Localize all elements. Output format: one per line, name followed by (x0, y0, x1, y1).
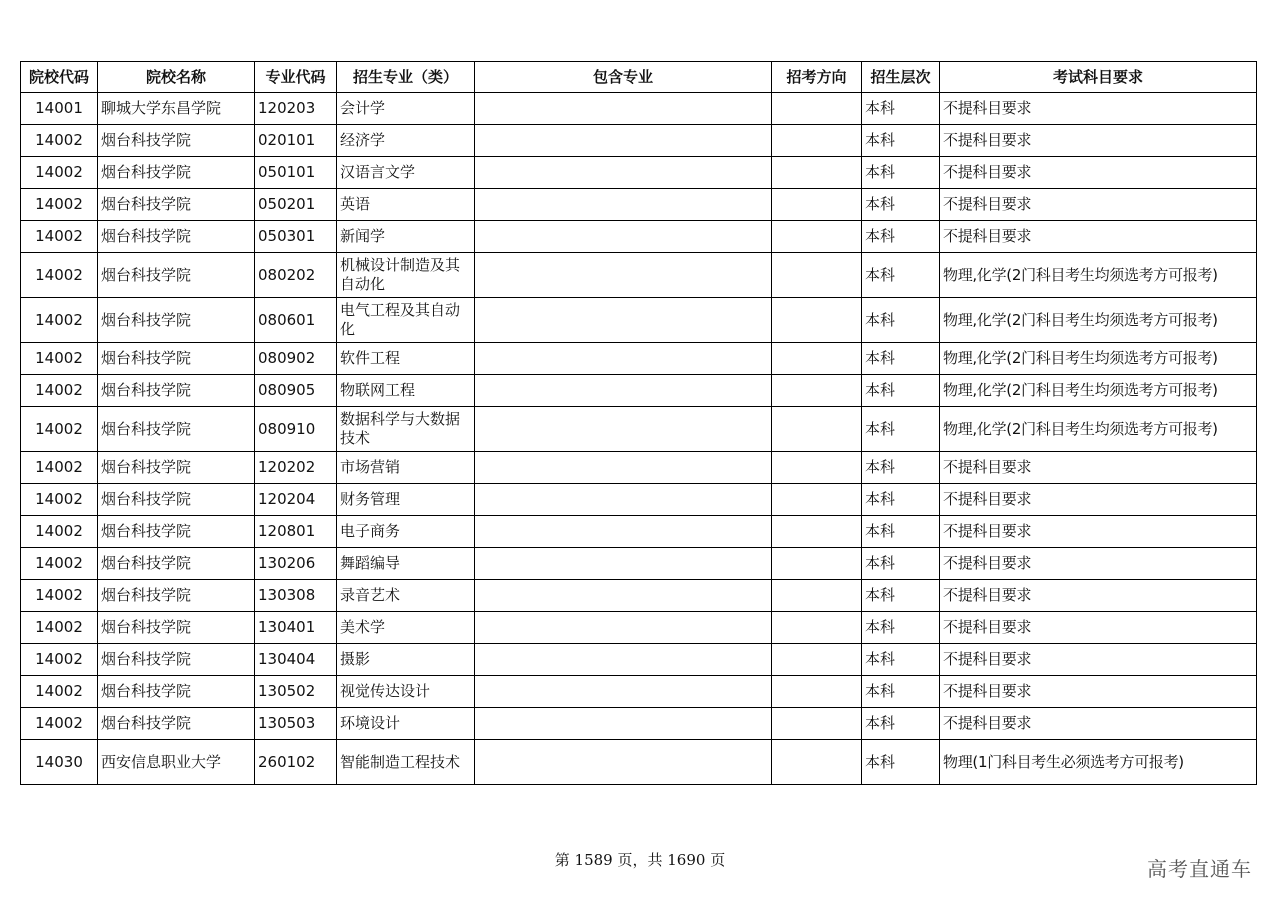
cell-school-name: 烟台科技学院 (98, 580, 255, 612)
cell-major: 新闻学 (337, 221, 475, 253)
cell-school-code: 14002 (21, 157, 98, 189)
cell-major-code: 130404 (255, 644, 337, 676)
cell-direction (772, 676, 862, 708)
header-included-majors: 包含专业 (475, 62, 772, 93)
cell-major-code: 130308 (255, 580, 337, 612)
cell-level: 本科 (862, 407, 940, 452)
cell-major: 舞蹈编导 (337, 548, 475, 580)
header-major: 招生专业（类） (337, 62, 475, 93)
cell-school-name: 烟台科技学院 (98, 548, 255, 580)
cell-included-majors (475, 580, 772, 612)
cell-school-name: 烟台科技学院 (98, 407, 255, 452)
cell-major-code: 260102 (255, 740, 337, 785)
cell-school-code: 14002 (21, 407, 98, 452)
cell-direction (772, 157, 862, 189)
cell-subject-requirements: 不提科目要求 (940, 612, 1257, 644)
cell-included-majors (475, 221, 772, 253)
cell-subject-requirements: 不提科目要求 (940, 676, 1257, 708)
cell-major-code: 080202 (255, 253, 337, 298)
cell-level: 本科 (862, 644, 940, 676)
cell-major: 美术学 (337, 612, 475, 644)
cell-subject-requirements: 物理(1门科目考生必须选考方可报考) (940, 740, 1257, 785)
cell-included-majors (475, 253, 772, 298)
cell-level: 本科 (862, 548, 940, 580)
cell-major-code: 080601 (255, 298, 337, 343)
cell-included-majors (475, 612, 772, 644)
cell-major: 视觉传达设计 (337, 676, 475, 708)
cell-included-majors (475, 516, 772, 548)
cell-direction (772, 189, 862, 221)
watermark: 高考直通车 (1147, 857, 1252, 881)
cell-level: 本科 (862, 125, 940, 157)
table-row (21, 548, 1257, 580)
cell-subject-requirements: 不提科目要求 (940, 452, 1257, 484)
cell-subject-requirements: 不提科目要求 (940, 484, 1257, 516)
cell-direction (772, 253, 862, 298)
cell-major-code: 120801 (255, 516, 337, 548)
cell-major: 软件工程 (337, 343, 475, 375)
cell-major: 机械设计制造及其自动化 (337, 253, 475, 298)
cell-school-name: 烟台科技学院 (98, 189, 255, 221)
header-school-name: 院校名称 (98, 62, 255, 93)
cell-level: 本科 (862, 253, 940, 298)
cell-included-majors (475, 407, 772, 452)
cell-school-code: 14002 (21, 253, 98, 298)
cell-subject-requirements: 不提科目要求 (940, 580, 1257, 612)
cell-major: 录音艺术 (337, 580, 475, 612)
cell-direction (772, 93, 862, 125)
cell-level: 本科 (862, 221, 940, 253)
cell-direction (772, 708, 862, 740)
cell-included-majors (475, 375, 772, 407)
cell-school-name: 西安信息职业大学 (98, 740, 255, 785)
cell-direction (772, 580, 862, 612)
cell-major-code: 080905 (255, 375, 337, 407)
cell-major: 会计学 (337, 93, 475, 125)
cell-level: 本科 (862, 580, 940, 612)
cell-major-code: 130502 (255, 676, 337, 708)
cell-level: 本科 (862, 676, 940, 708)
table-row (21, 221, 1257, 253)
cell-direction (772, 221, 862, 253)
cell-included-majors (475, 93, 772, 125)
cell-major-code: 130503 (255, 708, 337, 740)
cell-subject-requirements: 不提科目要求 (940, 644, 1257, 676)
table-row (21, 580, 1257, 612)
cell-school-name: 烟台科技学院 (98, 676, 255, 708)
cell-school-code: 14002 (21, 125, 98, 157)
table-row (21, 407, 1257, 452)
cell-school-code: 14030 (21, 740, 98, 785)
header-direction: 招考方向 (772, 62, 862, 93)
cell-major-code: 120202 (255, 452, 337, 484)
cell-school-name: 烟台科技学院 (98, 343, 255, 375)
header-school-code: 院校代码 (21, 62, 98, 93)
cell-major: 电子商务 (337, 516, 475, 548)
table-row (21, 93, 1257, 125)
header-row (21, 62, 1257, 93)
table-row (21, 375, 1257, 407)
cell-school-name: 烟台科技学院 (98, 221, 255, 253)
cell-subject-requirements: 物理,化学(2门科目考生均须选考方可报考) (940, 253, 1257, 298)
cell-level: 本科 (862, 740, 940, 785)
cell-school-name: 烟台科技学院 (98, 253, 255, 298)
cell-school-code: 14002 (21, 298, 98, 343)
cell-school-code: 14002 (21, 343, 98, 375)
table-row (21, 452, 1257, 484)
table-row (21, 189, 1257, 221)
cell-level: 本科 (862, 375, 940, 407)
header-subject-requirements: 考试科目要求 (940, 62, 1257, 93)
cell-school-name: 烟台科技学院 (98, 125, 255, 157)
cell-included-majors (475, 189, 772, 221)
cell-school-code: 14002 (21, 580, 98, 612)
table-row (21, 484, 1257, 516)
cell-school-code: 14002 (21, 676, 98, 708)
table-row (21, 740, 1257, 785)
cell-major: 环境设计 (337, 708, 475, 740)
cell-level: 本科 (862, 298, 940, 343)
cell-level: 本科 (862, 93, 940, 125)
cell-included-majors (475, 125, 772, 157)
cell-included-majors (475, 548, 772, 580)
cell-major: 数据科学与大数据技术 (337, 407, 475, 452)
cell-included-majors (475, 708, 772, 740)
cell-major: 汉语言文学 (337, 157, 475, 189)
cell-major: 物联网工程 (337, 375, 475, 407)
cell-major-code: 080902 (255, 343, 337, 375)
table-row (21, 644, 1257, 676)
cell-subject-requirements: 不提科目要求 (940, 516, 1257, 548)
cell-school-code: 14002 (21, 189, 98, 221)
cell-subject-requirements: 不提科目要求 (940, 221, 1257, 253)
cell-included-majors (475, 157, 772, 189)
cell-school-code: 14002 (21, 612, 98, 644)
cell-school-code: 14002 (21, 452, 98, 484)
table-row (21, 343, 1257, 375)
cell-major: 财务管理 (337, 484, 475, 516)
cell-included-majors (475, 740, 772, 785)
cell-direction (772, 516, 862, 548)
cell-direction (772, 298, 862, 343)
cell-major-code: 080910 (255, 407, 337, 452)
cell-included-majors (475, 452, 772, 484)
cell-direction (772, 125, 862, 157)
cell-subject-requirements: 物理,化学(2门科目考生均须选考方可报考) (940, 375, 1257, 407)
cell-school-code: 14002 (21, 484, 98, 516)
cell-level: 本科 (862, 157, 940, 189)
cell-major: 摄影 (337, 644, 475, 676)
cell-school-name: 烟台科技学院 (98, 644, 255, 676)
cell-school-code: 14002 (21, 516, 98, 548)
cell-subject-requirements: 物理,化学(2门科目考生均须选考方可报考) (940, 407, 1257, 452)
cell-direction (772, 644, 862, 676)
cell-major-code: 130401 (255, 612, 337, 644)
cell-school-code: 14002 (21, 644, 98, 676)
cell-major-code: 120204 (255, 484, 337, 516)
cell-level: 本科 (862, 484, 940, 516)
table-row (21, 125, 1257, 157)
table-row (21, 298, 1257, 343)
table-row (21, 253, 1257, 298)
cell-level: 本科 (862, 343, 940, 375)
cell-subject-requirements: 不提科目要求 (940, 548, 1257, 580)
cell-school-name: 烟台科技学院 (98, 516, 255, 548)
cell-direction (772, 343, 862, 375)
table-body (21, 93, 1257, 785)
cell-direction (772, 612, 862, 644)
cell-subject-requirements: 物理,化学(2门科目考生均须选考方可报考) (940, 343, 1257, 375)
cell-school-name: 烟台科技学院 (98, 157, 255, 189)
cell-level: 本科 (862, 452, 940, 484)
cell-school-name: 烟台科技学院 (98, 298, 255, 343)
cell-school-name: 烟台科技学院 (98, 375, 255, 407)
cell-direction (772, 740, 862, 785)
cell-major: 英语 (337, 189, 475, 221)
cell-level: 本科 (862, 612, 940, 644)
cell-school-code: 14001 (21, 93, 98, 125)
cell-direction (772, 452, 862, 484)
table-row (21, 516, 1257, 548)
table-row (21, 676, 1257, 708)
admissions-table (20, 61, 1257, 785)
cell-included-majors (475, 298, 772, 343)
cell-subject-requirements: 不提科目要求 (940, 189, 1257, 221)
cell-direction (772, 407, 862, 452)
cell-level: 本科 (862, 189, 940, 221)
cell-school-name: 聊城大学东昌学院 (98, 93, 255, 125)
table-row (21, 708, 1257, 740)
cell-level: 本科 (862, 516, 940, 548)
cell-direction (772, 484, 862, 516)
cell-major-code: 050301 (255, 221, 337, 253)
cell-major: 市场营销 (337, 452, 475, 484)
cell-school-name: 烟台科技学院 (98, 612, 255, 644)
cell-school-code: 14002 (21, 548, 98, 580)
cell-major: 经济学 (337, 125, 475, 157)
cell-school-code: 14002 (21, 221, 98, 253)
cell-school-name: 烟台科技学院 (98, 708, 255, 740)
cell-subject-requirements: 不提科目要求 (940, 708, 1257, 740)
page-number: 第 1589 页，共 1690 页 (554, 851, 726, 869)
cell-major: 智能制造工程技术 (337, 740, 475, 785)
cell-major-code: 020101 (255, 125, 337, 157)
cell-direction (772, 375, 862, 407)
cell-included-majors (475, 676, 772, 708)
table-row (21, 157, 1257, 189)
header-level: 招生层次 (862, 62, 940, 93)
cell-major-code: 130206 (255, 548, 337, 580)
cell-direction (772, 548, 862, 580)
header-major-code: 专业代码 (255, 62, 337, 93)
cell-included-majors (475, 644, 772, 676)
cell-school-name: 烟台科技学院 (98, 452, 255, 484)
cell-subject-requirements: 不提科目要求 (940, 125, 1257, 157)
cell-included-majors (475, 343, 772, 375)
cell-included-majors (475, 484, 772, 516)
cell-school-name: 烟台科技学院 (98, 484, 255, 516)
cell-school-code: 14002 (21, 375, 98, 407)
cell-major-code: 120203 (255, 93, 337, 125)
cell-major: 电气工程及其自动化 (337, 298, 475, 343)
cell-major-code: 050201 (255, 189, 337, 221)
cell-major-code: 050101 (255, 157, 337, 189)
table-row (21, 612, 1257, 644)
cell-subject-requirements: 物理,化学(2门科目考生均须选考方可报考) (940, 298, 1257, 343)
cell-school-code: 14002 (21, 708, 98, 740)
cell-subject-requirements: 不提科目要求 (940, 157, 1257, 189)
cell-level: 本科 (862, 708, 940, 740)
cell-subject-requirements: 不提科目要求 (940, 93, 1257, 125)
